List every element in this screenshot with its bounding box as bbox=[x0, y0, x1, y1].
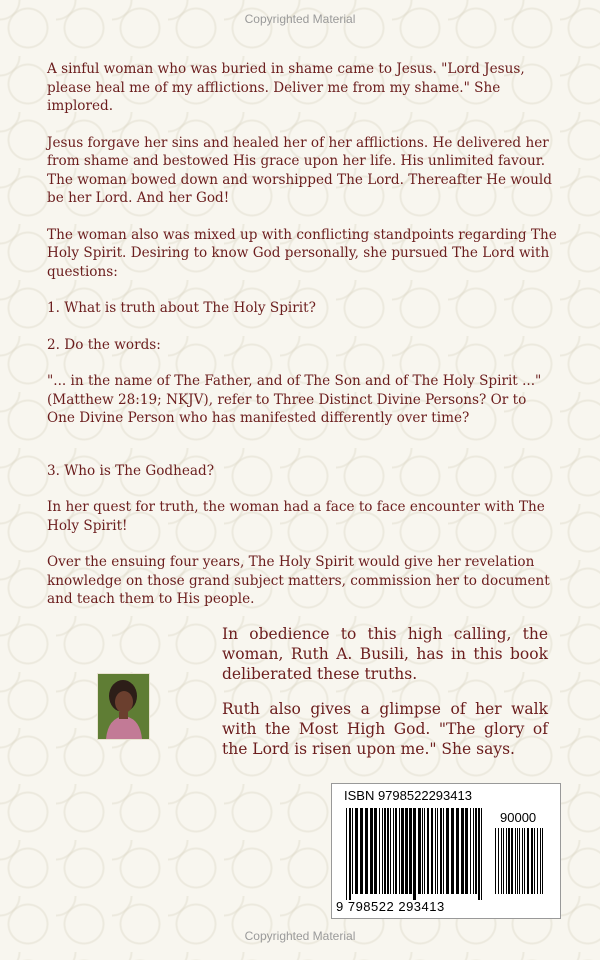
copyright-watermark-bottom: Copyrighted Material bbox=[244, 929, 356, 943]
blurb-paragraph-2: Jesus forgave her sins and healed her of her afflictions. He delivered her from shame and bestowed His grace upon her life. His unlimited favour. The woman bowed down and worshipped The Lord. Thereafter He would be her Lord. And her God! bbox=[47, 134, 552, 206]
barcode-bar bbox=[431, 808, 433, 894]
barcode-bar bbox=[346, 808, 347, 900]
barcode-bar bbox=[470, 808, 471, 894]
barcode-bar bbox=[382, 808, 383, 894]
question-3: 3. Who is The Godhead? bbox=[47, 462, 214, 479]
barcode-bar bbox=[515, 828, 516, 894]
barcode-bar bbox=[542, 828, 543, 894]
blurb-paragraph-1: A sinful woman who was buried in shame came to Jesus. "Lord Jesus, please heal me of my afflictions. Deliver me from my shame." She implored. bbox=[47, 61, 525, 114]
isbn-barcode bbox=[331, 783, 561, 919]
barcode-bar bbox=[422, 808, 423, 894]
barcode-bar bbox=[531, 828, 533, 894]
barcode-bar bbox=[424, 808, 425, 894]
barcode-bar bbox=[360, 808, 363, 894]
barcode-bar bbox=[435, 808, 436, 894]
barcode-bar bbox=[508, 828, 510, 894]
copyright-watermark-top: Copyrighted Material bbox=[244, 12, 356, 26]
blurb-paragraph-5: Over the ensuing four years, The Holy Spirit would give her revelation knowledge on those grand subject matters, commission her to document and teach them to His people. bbox=[47, 554, 550, 607]
barcode-bar bbox=[537, 828, 538, 894]
barcode-digits: 9 798522 293413 bbox=[336, 899, 445, 914]
author-bio bbox=[222, 624, 548, 774]
isbn-label: ISBN 9798522293413 bbox=[344, 788, 472, 803]
blurb-paragraph-4: In her quest for truth, the woman had a face to face encounter with The Holy Spirit! bbox=[47, 499, 545, 534]
blurb-paragraph-3: The woman also was mixed up with conflicting standpoints regarding The Holy Spirit. Desiring to know God personally, she pursued The Lord with questions: bbox=[47, 226, 557, 280]
barcode-bar bbox=[401, 808, 404, 894]
back-cover-blurb bbox=[47, 60, 557, 627]
barcode-bar bbox=[475, 808, 477, 894]
barcode-bar bbox=[409, 808, 412, 894]
barcode-bar bbox=[524, 828, 525, 894]
barcode-bar bbox=[387, 808, 389, 894]
price-code: 90000 bbox=[500, 810, 537, 825]
author-photo bbox=[97, 673, 150, 740]
barcode-bar bbox=[527, 828, 529, 894]
barcode-bar bbox=[461, 808, 464, 894]
barcode-bar bbox=[506, 828, 507, 894]
barcode-bar bbox=[399, 808, 400, 894]
barcode-bar bbox=[390, 808, 391, 894]
barcode-bar bbox=[437, 808, 438, 894]
barcode-bar bbox=[498, 828, 499, 894]
barcode-bar bbox=[384, 808, 386, 894]
barcode-bar bbox=[440, 808, 442, 894]
barcode-bars bbox=[346, 808, 486, 900]
barcode-bar bbox=[465, 808, 468, 894]
barcode-bar bbox=[501, 828, 502, 894]
question-2: 2. Do the words: bbox=[47, 336, 161, 353]
barcode-bar bbox=[365, 808, 368, 894]
scripture-quote: "... in the name of The Father, and of The Son and of The Holy Spirit ..." (Matthew 28:19; NKJV), refer to Three Distinct Divine Persons? Or to One Divine Person who has manifested differently over time? bbox=[47, 373, 542, 426]
author-portrait-icon bbox=[98, 674, 149, 739]
barcode-bar bbox=[427, 808, 429, 894]
barcode-bar bbox=[413, 808, 416, 900]
barcode-bar bbox=[446, 808, 449, 894]
barcode-bar bbox=[355, 808, 358, 894]
barcode-bar bbox=[519, 828, 520, 894]
barcode-bar bbox=[405, 808, 408, 894]
barcode-bar bbox=[511, 828, 513, 894]
barcode-bar bbox=[503, 828, 504, 894]
barcode-bar bbox=[379, 808, 380, 894]
barcode-bar bbox=[370, 808, 373, 894]
barcode-bar bbox=[456, 808, 459, 894]
barcode-bar bbox=[478, 808, 480, 900]
barcode-bar bbox=[495, 828, 496, 894]
barcode-bar bbox=[418, 808, 421, 894]
barcode-bar bbox=[352, 808, 353, 894]
barcode-bar bbox=[451, 808, 454, 894]
price-barcode-bars bbox=[495, 828, 547, 900]
barcode-bar bbox=[522, 828, 523, 894]
barcode-bar bbox=[473, 808, 474, 894]
barcode-bar bbox=[349, 808, 351, 900]
barcode-bar bbox=[393, 808, 394, 894]
barcode-bar bbox=[481, 808, 482, 900]
barcode-bar bbox=[540, 828, 541, 894]
author-paragraph-1: In obedience to this high calling, the woman, Ruth A. Busili, has in this book deliberated these truths. bbox=[222, 625, 548, 683]
barcode-bar bbox=[395, 808, 397, 894]
barcode-bar bbox=[534, 828, 535, 894]
author-paragraph-2: Ruth also gives a glimpse of her walk with the Most High God. "The glory of the Lord is risen upon me." She says. bbox=[222, 700, 548, 758]
barcode-bar bbox=[443, 808, 444, 894]
question-1: 1. What is truth about The Holy Spirit? bbox=[47, 300, 316, 316]
barcode-bar bbox=[374, 808, 377, 894]
barcode-bar bbox=[517, 828, 518, 894]
